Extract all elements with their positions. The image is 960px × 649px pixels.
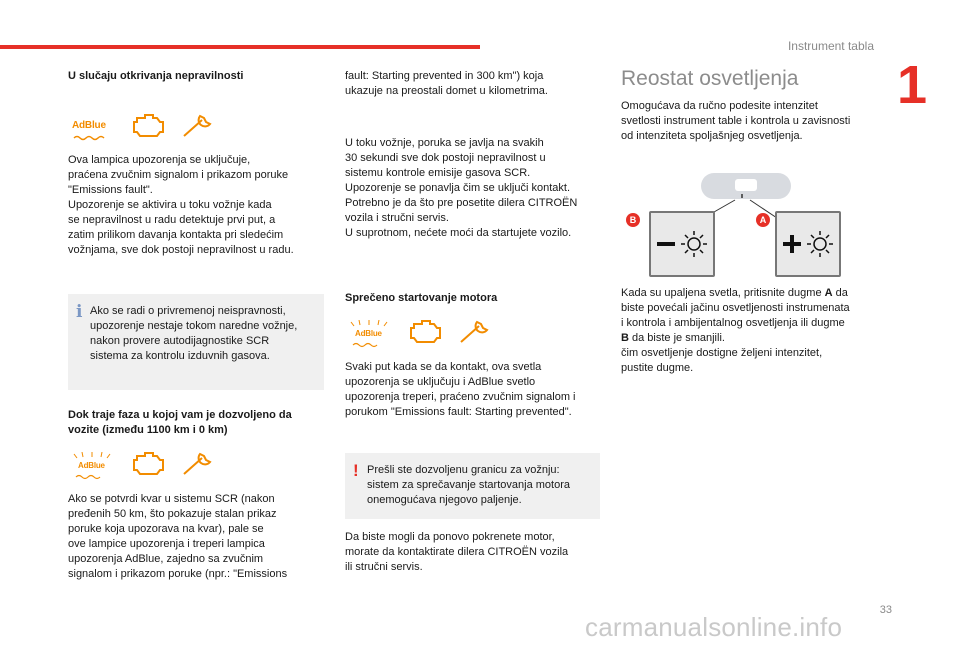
paragraph-dimmer-intro: Omogućava da ručno podesite intenzitet svetlosti instrument table i kontrola u zavisnosti od intenziteta spoljašnjeg osvetljenja. <box>621 100 851 142</box>
section-title: Reostat osvetljenja <box>621 67 799 90</box>
heading-malfunction: U slučaju otkrivanja nepravilnosti <box>68 70 244 82</box>
chapter-number: 1 <box>897 55 928 115</box>
engine-warning-icon <box>130 450 166 483</box>
warning-icons-row-2 <box>68 450 216 483</box>
info-note: i Ako se radi o privremenoj neispravnosti, upozorenje nestaje tokom naredne vožnje, nakon provere autodijagnostike SCR sistema za kontrolu izduvnih gasova. <box>68 294 324 390</box>
wrench-warning-icon <box>180 112 216 145</box>
heading-allowed-phase: Dok traje faza u kojoj vam je dozvoljeno da vozite (između 1100 km i 0 km) <box>68 409 292 436</box>
paragraph-restart: Da biste mogli da ponovo pokrenete motor, morate da kontaktirate dilera CITROËN vozila ili stručni servis. <box>345 531 569 573</box>
exclamation-icon: ! <box>353 461 359 480</box>
heading-start-prevented: Sprečeno startovanje motora <box>345 292 498 304</box>
paragraph-dimmer-usage: Kada su upaljena svetla, pritisnite dugme A da biste povećali jačinu osvetljenosti instrumenata i kontrola i ambijentalnog osvetljenja ili dugme B da biste je smanjili. čim osvetljenje dostigne željeni intenzitet, pustite dugme. <box>621 287 850 374</box>
warning-icons-row-3 <box>345 318 493 351</box>
paragraph-remaining-range: fault: Starting prevented in 300 km") koja ukazuje na preostali domet u kilometrima. <box>345 70 548 97</box>
watermark: carmanualsonline.info <box>585 612 843 642</box>
dimmer-increase-button[interactable] <box>775 211 841 277</box>
adblue-flashing-icon: AdBlue <box>68 452 116 482</box>
page-number: 33 <box>879 604 892 616</box>
paragraph-emissions-fault: Ova lampica upozorenja se uključuje, praćena zvučnim signalom i prikazom poruke "Emissions fault". Upozorenje se aktivira u toku vožnje kada se nepravilnost u radu detektuje prvi put, a zatim prilikom davanja kontakta pri sledećim vožnjama, sve dok postoji nepravilnost u radu. <box>68 154 294 256</box>
engine-warning-icon <box>130 112 166 145</box>
warning-icons-row-1 <box>68 112 216 145</box>
warning-note: ! Prešli ste dozvoljenu granicu za vožnju: sistem za sprečavanje startovanja motora onemogućava njegovo paljenje. <box>345 453 600 519</box>
top-accent-bar <box>0 45 480 49</box>
info-icon: i <box>76 302 83 322</box>
dimmer-decrease-button[interactable] <box>649 211 715 277</box>
paragraph-driving-warning: U toku vožnje, poruka se javlja na svakih 30 sekundi sve dok postoji nepravilnost u sistemu kontrole emisije gasova SCR. Upozorenje se ponavlja čim se uključi kontakt. Potrebno je da što pre posetite dilera CITROËN vozila i stručni servis. U suprotnom, nećete moći da startujete vozilo. <box>345 137 578 239</box>
badge-a: A <box>756 213 770 227</box>
wrench-warning-icon <box>457 318 493 351</box>
badge-b: B <box>626 213 640 227</box>
adblue-warning-icon: AdBlue <box>68 114 116 144</box>
wrench-warning-icon <box>180 450 216 483</box>
section-header: Instrument tabla <box>787 39 874 53</box>
paragraph-start-prevented: Svaki put kada se da kontakt, ova svetla upozorenja se uključuju i AdBlue svetlo upozorenja treperi, praćeno zvučnim signalom i porukom "Emissions fault: Starting prevented". <box>345 361 576 418</box>
paragraph-scr-fault: Ako se potvrdi kvar u sistemu SCR (nakon pređenih 50 km, što pokazuje stalan prikaz poruke koja upozorava na kvar), pale se ove lampice upozorenja i treperi lampica upozorenja AdBlue, zajedno sa zvučnim signalom i prikazom poruke (npr.: "Emissions <box>68 493 288 580</box>
engine-warning-icon <box>407 318 443 351</box>
adblue-flashing-icon: AdBlue <box>345 320 393 350</box>
